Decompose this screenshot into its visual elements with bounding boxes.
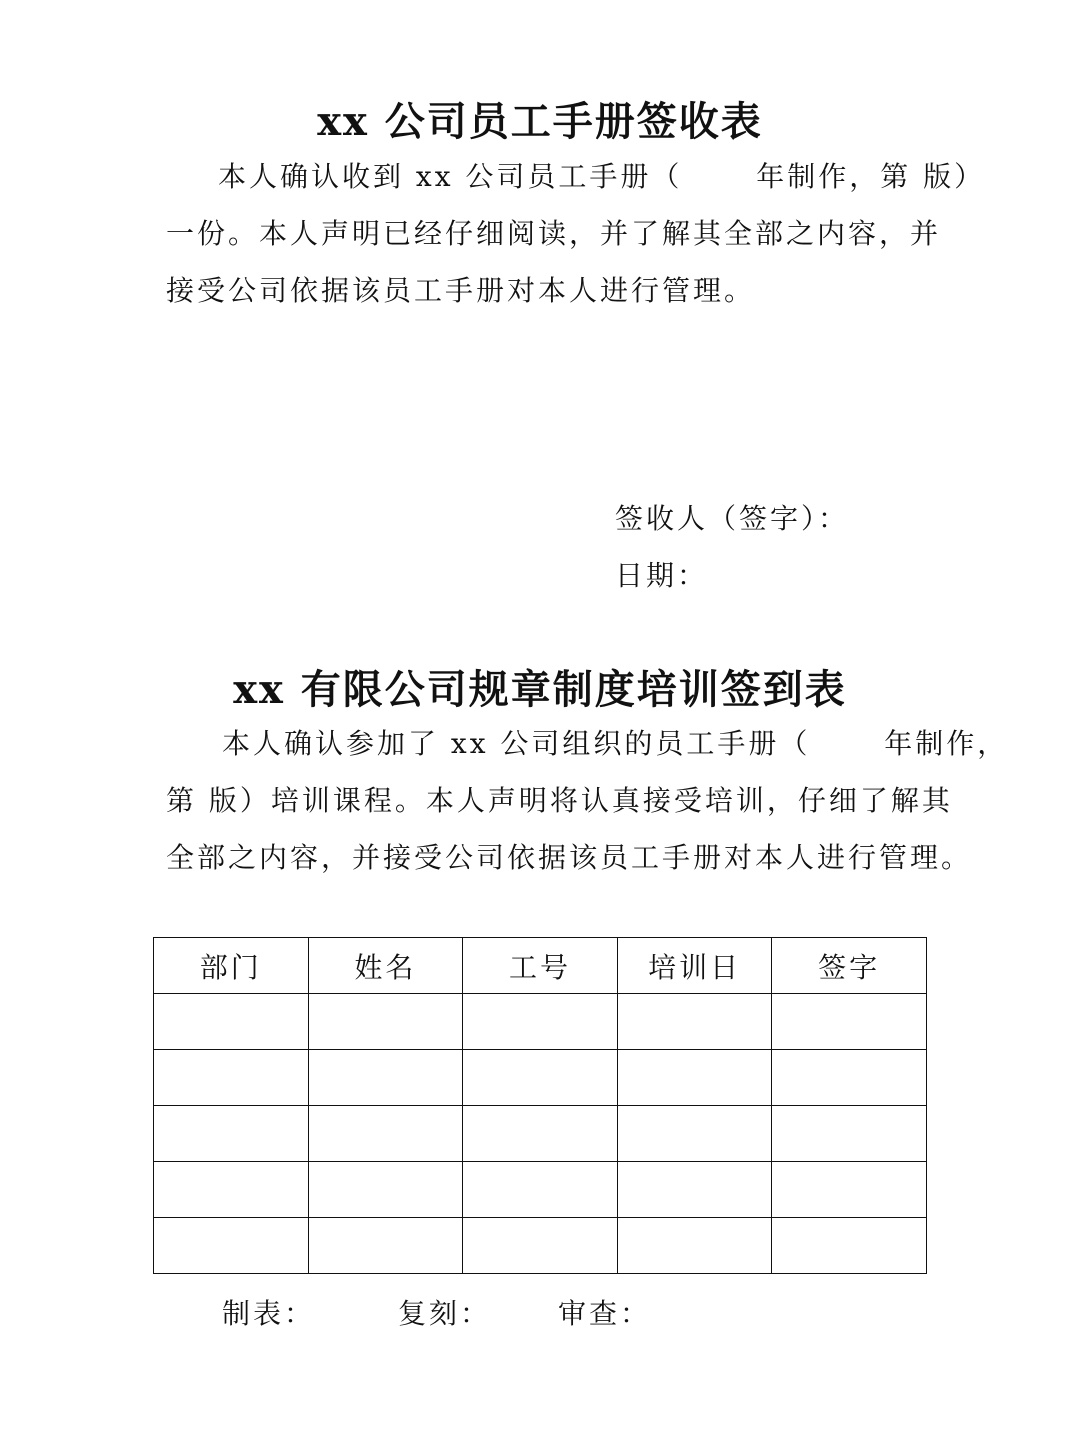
table-cell <box>463 994 618 1050</box>
receipt-paragraph-line-3: 接受公司依据该员工手册对本人进行管理。 <box>166 274 756 307</box>
column-header-name: 姓名 <box>308 938 463 994</box>
column-header-signature: 签字 <box>772 938 927 994</box>
table-cell <box>617 1162 772 1218</box>
table-row <box>154 1218 927 1274</box>
table-cell <box>772 1162 927 1218</box>
table-row <box>154 1106 927 1162</box>
table-cell <box>154 1050 309 1106</box>
footer-copied-by-label: 复刻： <box>398 1297 492 1330</box>
table-header-row <box>154 938 927 994</box>
training-paragraph-line-3: 全部之内容，并接受公司依据该员工手册对本人进行管理。 <box>166 841 973 874</box>
table-cell <box>617 1218 772 1274</box>
table-cell <box>772 1050 927 1106</box>
table-cell <box>617 994 772 1050</box>
table-cell <box>154 1106 309 1162</box>
table-row <box>154 1050 927 1106</box>
table-row <box>154 1162 927 1218</box>
table-cell <box>308 1218 463 1274</box>
attendance-table <box>153 937 927 1274</box>
table-cell <box>772 994 927 1050</box>
column-header-department: 部门 <box>154 938 309 994</box>
table-cell <box>308 1162 463 1218</box>
table-cell <box>463 1162 618 1218</box>
receipt-paragraph-line-1: 本人确认收到 xx 公司员工手册（ 年制作，第 版） <box>218 160 986 193</box>
training-paragraph-line-2: 第 版）培训课程。本人声明将认真接受培训，仔细了解其 <box>166 784 953 817</box>
footer-reviewed-by-label: 审查： <box>558 1297 652 1330</box>
table-cell <box>463 1050 618 1106</box>
training-paragraph-line-1: 本人确认参加了 xx 公司组织的员工手册（ 年制作， <box>222 727 1009 760</box>
table-cell <box>463 1106 618 1162</box>
table-cell <box>617 1106 772 1162</box>
table-cell <box>772 1106 927 1162</box>
table-cell <box>154 1162 309 1218</box>
table-cell <box>154 994 309 1050</box>
table-cell <box>617 1050 772 1106</box>
receipt-paragraph-line-2: 一份。本人声明已经仔细阅读，并了解其全部之内容，并 <box>166 217 942 250</box>
table-cell <box>463 1218 618 1274</box>
column-header-training-date: 培训日 <box>617 938 772 994</box>
table-cell <box>308 1050 463 1106</box>
receipt-title: xx 公司员工手册签收表 <box>317 98 763 145</box>
table-row <box>154 994 927 1050</box>
column-header-employee-id: 工号 <box>463 938 618 994</box>
table-cell <box>772 1218 927 1274</box>
footer-made-by-label: 制表： <box>222 1297 316 1330</box>
training-title: xx 有限公司规章制度培训签到表 <box>233 666 847 713</box>
signer-label: 签收人（签字）： <box>615 502 850 535</box>
table-cell <box>154 1218 309 1274</box>
table-cell <box>308 1106 463 1162</box>
table-cell <box>308 994 463 1050</box>
date-label: 日期： <box>615 559 709 592</box>
